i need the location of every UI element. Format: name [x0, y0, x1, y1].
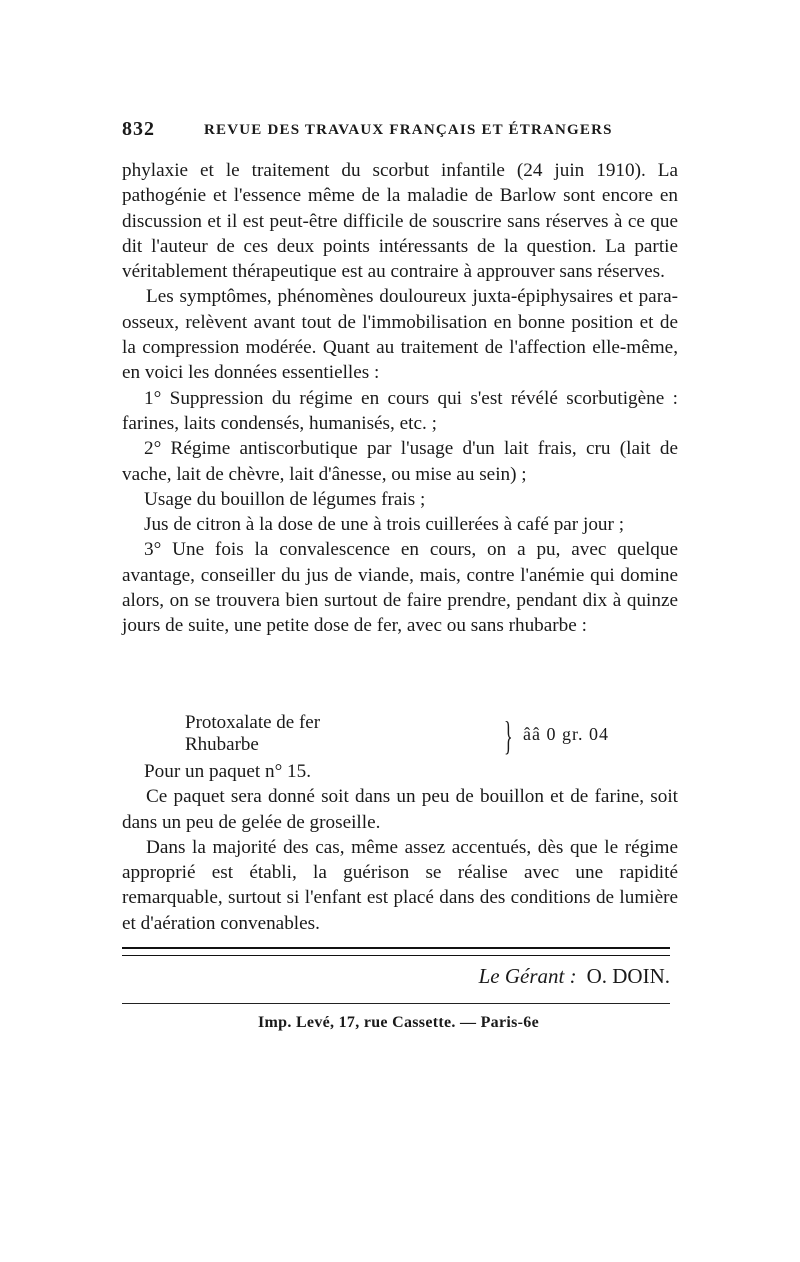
paragraph-continuation: phylaxie et le traitement du scorbut infantile (24 juin 1910). La pathogénie et l'essence même de la maladie de Barlow sont encore en discussion et il est peut-être difficile de souscrire sans réserves à ce que dit l'auteur de ces deux points intéressants de la question. La partie véritablement thérapeutique est au contraire à approuver sans réserves.: [122, 160, 678, 283]
brace-glyph: }: [504, 713, 513, 758]
manager-name: O. DOIN.: [586, 964, 670, 988]
footer-rule: [122, 1003, 670, 1004]
double-rule: [122, 947, 670, 956]
prescription-dose: ââ 0 gr. 04: [523, 724, 609, 744]
body-text-lower: [122, 759, 678, 936]
paragraph-conclusion: Dans la majorité des cas, même assez accentués, dès que le régime approprié est établi, la guérison se réalise avec une rapidité remarquable, surtout si l'enfant est placé dans des conditions de lumière et d'aération convenables.: [122, 836, 678, 934]
prescription-line-rhubarb: Rhubarbe .....: [185, 734, 505, 758]
prescription-block: [185, 712, 645, 762]
printer-imprint: Imp. Levé, 17, rue Cassette. — Paris-6e: [258, 1014, 539, 1031]
prescription-line-iron: Protoxalate de fer .....: [185, 712, 505, 736]
paragraph-symptoms: Les symptômes, phénomènes douloureux juxta-épiphysaires et para-osseux, relèvent avant tout de l'immobilisation en bonne position et de la compression modérée. Quant au traitement de l'affection elle-même, en voici les données essentielles :: [122, 286, 678, 384]
running-header: [122, 118, 682, 148]
list-item-citron: Jus de citron à la dose de une à trois cuillerées à café par jour ;: [144, 514, 625, 536]
paragraph-administration: Ce paquet sera donné soit dans un peu de bouillon et de farine, soit dans un peu de gelée de groseille.: [122, 786, 678, 833]
list-item-3: 3° Une fois la convalescence en cours, on a pu, avec quelque avantage, conseiller du jus de viande, mais, contre l'anémie qui domine alors, on se trouvera bien surtout de faire prendre, pendant dix à quinze jours de suite, une petite dose de fer, avec ou sans rhubarbe :: [122, 539, 678, 637]
body-text-upper: [122, 158, 678, 639]
manager-label: Le Gérant :: [478, 964, 577, 988]
list-item-bouillon: Usage du bouillon de légumes frais ;: [144, 488, 426, 510]
page-number: 832: [122, 118, 155, 140]
journal-title: REVUE DES TRAVAUX FRANÇAIS ET ÉTRANGERS: [204, 122, 613, 138]
list-item-2: 2° Régime antiscorbutique par l'usage d'un lait frais, cru (lait de vache, lait de chèvre, lait d'ânesse, ou mise au sein) ;: [122, 438, 678, 485]
manager-signature: [479, 964, 670, 989]
paragraph-packet: Pour un paquet n° 15.: [144, 761, 312, 782]
list-item-1: 1° Suppression du régime en cours qui s'est révélé scorbutigène : farines, laits condensés, humanisés, etc. ;: [122, 387, 678, 434]
